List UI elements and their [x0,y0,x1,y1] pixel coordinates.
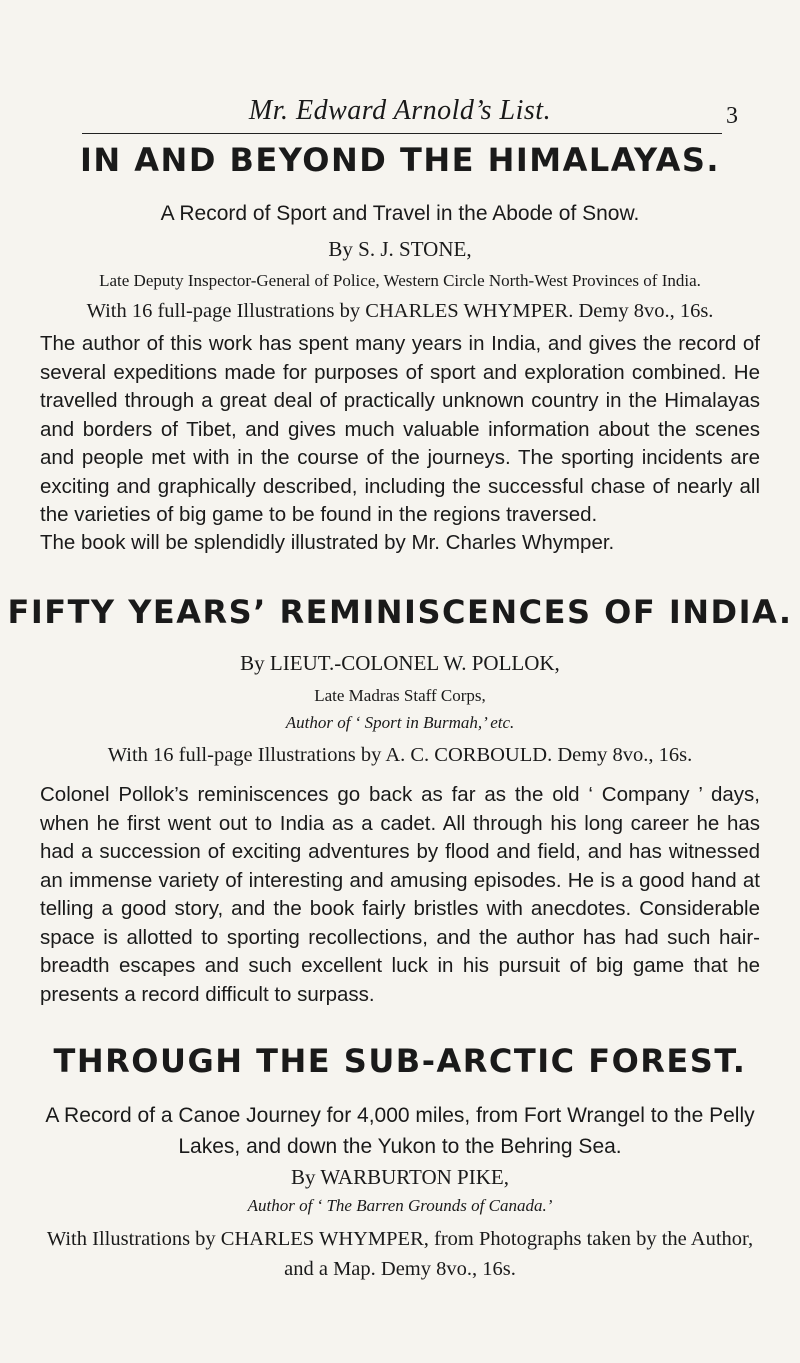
entry-1-title: IN AND BEYOND THE HIMALAYAS. [79,141,721,179]
entry-2-credential: Late Madras Staff Corps, [314,686,486,705]
entry-1-credential: Late Deputy Inspector-General of Police, Western Circle North-West Provinces of India. [99,271,701,290]
entry-3-illustrations: With Illustrations by CHARLES WHYMPER, from Photographs taken by the Author, and a Map. Demy 8vo., 16s. [46,1228,754,1280]
entry-1-byline: By S. J. STONE, [328,237,472,261]
entry-2-credential-2: Author of ‘ Sport in Burmah,’ etc. [285,713,515,732]
entry-1-description: The author of this work has spent many years in India, and gives the record of several expeditions made for purposes of sport and exploration combined. He travelled through a great deal of practically unknown country in the Himalayas and borders of Tibet, and gives much valuable information about the scenes and people met with in the course of the journeys. The sporting incidents are exciting and graphically described, including the successful chase of nearly all the varieties of big game to be found in the regions traversed. [40,332,760,526]
page-number: 3 [726,103,738,129]
entry-2-title: FIFTY YEARS’ REMINISCENCES OF INDIA. [7,593,793,631]
entry-2-description: Colonel Pollok’s reminiscences go back as far as the old ‘ Company ’ days, when he first went out to India as a cadet. All through his long career he has had a succession of exciting adventures by flood and field, and has witnessed an immense variety of interesting and amusing episodes. He is a good hand at telling a good story, and the book fairly bristles with anecdotes. Considerable space is allotted to sporting recollections, and the author has had such hair-breadth escapes and such excellent luck in his pursuit of big game that he presents a record difficult to surpass. [40,783,760,1006]
entry-2-byline: By LIEUT.-COLONEL W. POLLOK, [240,651,560,675]
entry-3-subtitle: A Record of a Canoe Journey for 4,000 miles, from Fort Wrangel to the Pelly Lakes, and down the Yukon to the Behring Sea. [45,1104,755,1158]
entry-2-illustrations: With 16 full-page Illustrations by A. C. CORBOULD. Demy 8vo., 16s. [107,744,693,766]
entry-1-description-2: The book will be splendidly illustrated by Mr. Charles Whymper. [40,531,615,554]
entry-1-subtitle: A Record of Sport and Travel in the Abode of Snow. [160,202,640,225]
entry-3-byline: By WARBURTON PIKE, [291,1165,509,1189]
entry-1-illustrations: With 16 full-page Illustrations by CHARLES WHYMPER. Demy 8vo., 16s. [86,300,714,322]
entry-3-title: THROUGH THE SUB-ARCTIC FOREST. [53,1042,747,1080]
running-head: Mr. Edward Arnold’s List. [248,95,552,126]
entry-3-credential: Author of ‘ The Barren Grounds of Canada.’ [247,1196,553,1215]
header-rule [82,133,722,134]
